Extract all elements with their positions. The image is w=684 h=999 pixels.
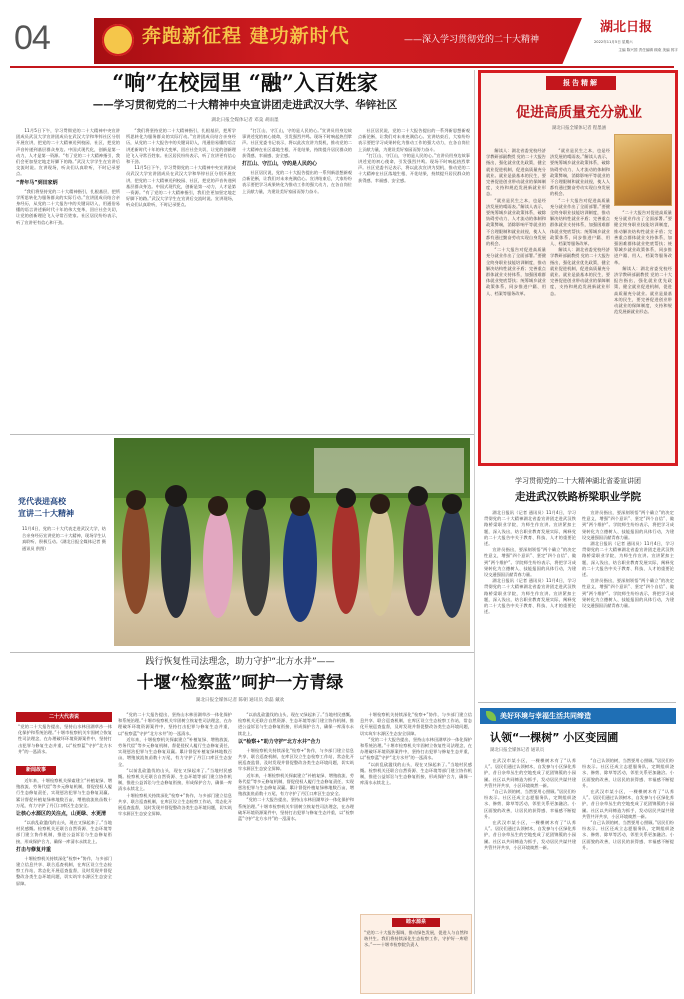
paper-name: 湖北日报 <box>600 20 653 35</box>
lead-col-1: 11月5日下午，学习贯彻党的二十大精神中央宣讲团成员武汉大学宣讲团成员在武汉大学和华锌社区分别开展宣讲，把党的二十大精神送到校园、社区，把党的声音传递到基层群众身边。中国式现代化，创新是第一动力，人才是第一资源。“有了党的二十大精神指引，我们会更加坚定地走好脚下的路。”武汉大学学生在宣讲后交流时说。宣讲现场，听众们认真聆听，不时记录要点。 “青年马”到田家炳 “我们将坚持党的二十大精神指引，扎根基层，把所学所思转化为服务群众的实际行动。”宣讲团成员结合亲身经历，从党的二十大报告中的关键词切入，用通俗易懂的语言讲述新时代十年的伟大变革，回应社会关切，让党的创新理论飞入寻常百姓家。社区居民纷纷表示，听了宣讲更有信心和干劲。 <box>16 128 120 225</box>
lead-title: “响”在校园里 “融”入百姓家 <box>112 70 378 95</box>
mid-col-4: 十堰检察机关持续深化“检察+”协作，与多部门建立信息共享、联合巡查机制，在库区设立生态检察工作站，常态化开展巡查监督，及时发现并督促整改各类生态环境问题，切实筑牢水源区生态安全屏障。 “党的二十大报告提出，坚持山水林田湖草沙一体化保护和系统治理。”十堰市检察机关牢固树立恢复性司法理念，在办理破坏环境资源案件中，坚持打击犯罪与修复生态并重，以“检察蓝”守护“北方水井”的一泓清水。 “以前乱砍滥伐的山头，现在又绿起来了。”当地村民感慨。检察机关还联合自然资源、生态环境等部门建立协作机制，推进公益诉讼与生态修复衔接，形成保护合力，确保一库清水永续北上。 <box>360 712 472 786</box>
banner-title: 奔跑新征程 建功新时代 <box>142 25 350 47</box>
photo-people-illustration <box>114 438 470 646</box>
mid-col-3: “以前乱砍滥伐的山头，现在又绿起来了。”当地村民感慨。检察机关还联合自然资源、生态环境等部门建立协作机制，推进公益诉讼与生态修复衔接，形成保护合力，确保一库清水永续北上。 以“检察+”助力守护“北方水井”合力 十堰检察机关持续深化“检察+”协作，与多部门建立信息共享、联合巡查机制，在库区设立生态检察工作站，常态化开展巡查监督，及时发现并督促整改各类生态环境问题，切实筑牢水源区生态安全屏障。 近年来，十堰检察机关探索建立“补植复绿、增殖放流、劳务代偿”等多元修复机制，督促侵权人履行生态修复责任，实现惩治犯罪与生态修复双赢。累计督促补植复绿林地数百亩，增殖放流鱼苗数十万尾，有力守护了丹江口库区生态安全。 “党的二十大报告提出，坚持山水林田湖草沙一体化保护和系统治理。”十堰市检察机关牢固树立恢复性司法理念，在办理破坏环境资源案件中，坚持打击犯罪与修复生态并重，以“检察蓝”守护“北方水井”的一泓清水。 <box>238 712 354 822</box>
lead-subhead-2: 打江山、守江山，守的是人民的心 <box>242 161 318 168</box>
right-bottom-title: 认领“一棵树” 小区变园圃 <box>490 731 619 744</box>
mid-rule <box>10 652 474 653</box>
photo-caption-title: 党代表进高校 宣讲二十大精神 <box>18 497 74 518</box>
lead-col-4: 社区居民说，党的二十大报告提出的一系列新思想新观点新论断，让我们对未来充满信心。宣讲结束后，大家纷纷表示要把学习成果转化为推动工作的强大动力，在各自岗位上贡献力量，为建设美好家园而努力奋斗。 “打江山、守江山，守的是人民的心。”宣讲员用身边故事讲述党的初心使命，引发强烈共鸣。现场不时响起热烈掌声。社区党委书记表示，将以此次宣讲为契机，推动党的二十大精神在社区落地生根、开花结果，持续提升居民群众的获得感、幸福感、安全感。 <box>358 128 470 183</box>
divider <box>474 70 475 994</box>
right-bottom-col-1: 在武汉市某小区，一棵棵树木有了“认养人”。居民们通过认领树木，自发参与小区绿化养护，昔日杂草丛生的空地变成了花团锦簇的小园圃。社区以共同缔造为抓手，发动居民共谋共建共管共评共享，小区环境焕然一新。 “自己认领的树，当然要用心照顾。”居民们纷纷表示。社区还成立志愿服务队，定期组织浇水、修剪、除草等活动，邻里关系更加融洽。小区面貌的改善，让居民的获得感、幸福感不断提升。 在武汉市某小区，一棵棵树木有了“认养人”。居民们通过认领树木，自发参与小区绿化养护，昔日杂草丛生的空地变成了花团锦簇的小园圃。社区以共同缔造为抓手，发动居民共谋共建共管共评共享，小区环境焕然一新。 <box>484 758 576 850</box>
mid-inset-title: 睦水源泉 <box>392 918 440 927</box>
right-mid-title: 走进武汉铁路桥梁职业学院 <box>515 491 641 503</box>
mid-subhead-3: 以“检察+”助力守护“北方水井”合力 <box>238 738 321 745</box>
lead-subhead-1: “青年马”到田家炳 <box>16 179 58 186</box>
right-bottom-bar-label: 美好环境与幸福生活共同缔造 <box>500 712 591 720</box>
date-line: 2022年11月5日 星期六 <box>594 40 633 44</box>
right-bottom-byline: 湖北日报全媒体记者 通讯员 <box>490 748 545 753</box>
side-box-image <box>614 134 672 206</box>
mid-byline: 湖北日报全媒体记者 陈朝 通讯员 余磊 戴欢 <box>195 698 285 703</box>
mid-col-2: “党的二十大报告提出，坚持山水林田湖草沙一体化保护和系统治理。”十堰市检察机关牢固树立恢复性司法理念，在办理破坏环境资源案件中，坚持打击犯罪与修复生态并重，以“检察蓝”守护“北方水井”的一泓清水。 近年来，十堰检察机关探索建立“补植复绿、增殖放流、劳务代偿”等多元修复机制，督促侵权人履行生态修复责任，实现惩治犯罪与生态修复双赢。累计督促补植复绿林地数百亩，增殖放流鱼苗数十万尾，有力守护了丹江口库区生态安全。 “以前乱砍滥伐的山头，现在又绿起来了。”当地村民感慨。检察机关还联合自然资源、生态环境等部门建立协作机制，推进公益诉讼与生态修复衔接，形成保护合力，确保一库清水永续北上。 十堰检察机关持续深化“检察+”协作，与多部门建立信息共享、联合巡查机制，在库区设立生态检察工作站，常态化开展巡查监督，及时发现并督促整改各类生态环境问题，切实筑牢水源区生态安全屏障。 <box>118 712 232 817</box>
mid-sidebar-news: 新闻故事 <box>16 766 56 775</box>
mid-subhead-1: 让核心水源区的关注点，山更绿、水更清 <box>16 811 107 818</box>
lead-byline: 湖北日报全媒体记者 邓燊 胡雨墨 <box>211 118 279 123</box>
header-rule <box>10 66 674 68</box>
party-emblem-icon <box>102 24 134 56</box>
mid-inset-text: “党的二十大报告强调，推动绿色发展，促进人与自然和谐共生。我们将持续深化生态检察工作，守护好一库碧水。”——十堰市检察院负责人 <box>364 930 468 948</box>
mid-subhead-2: 打击与修复并重 <box>16 846 52 853</box>
right-bottom-col-2: “自己认领的树，当然要用心照顾。”居民们纷纷表示。社区还成立志愿服务队，定期组织浇水、修剪、除草等活动，邻里关系更加融洽。小区面貌的改善，让居民的获得感、幸福感不断提升。 在武汉市某小区，一棵棵树木有了“认养人”。居民们通过认领树木，自发参与小区绿化养护，昔日杂草丛生的空地变成了花团锦簇的小园圃。社区以共同缔造为抓手，发动居民共谋共建共管共评共享，小区环境焕然一新。 “自己认领的树，当然要用心照顾。”居民们纷纷表示。社区还成立志愿服务队，定期组织浇水、修剪、除草等活动，邻里关系更加融洽。小区面貌的改善，让居民的获得感、幸福感不断提升。 <box>582 758 674 850</box>
editor-line: 主编 陈兴国 责任编辑 顾欢 美编 郭宇 <box>618 48 678 52</box>
right-mid-kicker: 学习贯彻党的二十大精神湖北省委宣讲团 <box>515 477 641 485</box>
mid-col-1: 近年来，十堰检察机关探索建立“补植复绿、增殖放流、劳务代偿”等多元修复机制，督促侵权人履行生态修复责任，实现惩治犯罪与生态修复双赢。累计督促补植复绿林地数百亩，增殖放流鱼苗数十万尾，有力守护了丹江口库区生态安全。 让核心水源区的关注点，山更绿、水更清 “以前乱砍滥伐的山头，现在又绿起来了。”当地村民感慨。检察机关还联合自然资源、生态环境等部门建立协作机制，推进公益诉讼与生态修复衔接，形成保护合力，确保一库清水永续北上。 打击与修复并重 十堰检察机关持续深化“检察+”协作，与多部门建立信息共享、联合巡查机制，在库区设立生态检察工作站，常态化开展巡查监督，及时发现并督促整改各类生态环境问题，切实筑牢水源区生态安全屏障。 <box>16 778 112 886</box>
side-box-col-2: “就业是民生之本，也是经济发展的晴雨表。”解读人表示，要统筹城乡就业政策体系，破除妨碍劳动力、人才流动的体制和政策弊端，消除影响平等就业的不合理限制和就业歧视，使人人都有通过勤奋劳动实现自身发展的机会。 “二十大报告对促进高质量充分就业作出了全面部署。”要健全终身职业技能培训制度，推动解决结构性就业矛盾；完善重点群体就业支持体系，加强困难群体就业兜底帮扶；统筹城乡就业政策体系，同步推进户籍、用人、档案等服务改革。 解读人：湖北省委党校经济学教研部副教授 党的二十大报告指出，强化就业优先政策，健全就业促进机制，促进高质量充分就业。就业是最基本的民生，要完善促进创业带动就业的保障制度，支持和规范发展新就业形态。 <box>550 148 610 296</box>
mid-kicker: 践行恢复性司法理念，助力守护“北方水井”—— <box>145 657 335 667</box>
divider <box>478 702 676 703</box>
lead-col-3: “打江山、守江山，守的是人民的心。”宣讲员用身边故事讲述党的初心使命，引发强烈共鸣。现场不时响起热烈掌声。社区党委书记表示，将以此次宣讲为契机，推动党的二十大精神在社区落地生根、开花结果，持续提升居民群众的获得感、幸福感、安全感。 打江山、守江山，守的是人民的心 社区居民说，党的二十大报告提出的一系列新思想新观点新论断，让我们对未来充满信心。宣讲结束后，大家纷纷表示要把学习成果转化为推动工作的强大动力，在各自岗位上贡献力量，为建设美好家园而努力奋斗。 <box>242 128 352 194</box>
side-box-title: 促进高质量充分就业 <box>516 105 642 121</box>
mid-title: 十堰“检察蓝”呵护一方青绿 <box>136 673 344 693</box>
side-box-label: 报告精解 <box>546 76 616 90</box>
side-box-col-1: 解读人：湖北省委党校经济学教研部副教授 党的二十大报告指出，强化就业优先政策，健全就业促进机制，促进高质量充分就业。就业是最基本的民生，要完善促进创业带动就业的保障制度，支持和规范发展新就业形态。 “就业是民生之本，也是经济发展的晴雨表。”解读人表示，要统筹城乡就业政策体系，破除妨碍劳动力、人才流动的体制和政策弊端，消除影响平等就业的不合理限制和就业歧视，使人人都有通过勤奋劳动实现自身发展的机会。 “二十大报告对促进高质量充分就业作出了全面部署。”要健全终身职业技能培训制度，推动解决结构性就业矛盾；完善重点群体就业支持体系，加强困难群体就业兜底帮扶；统筹城乡就业政策体系，同步推进户籍、用人、档案等服务改革。 <box>486 148 546 296</box>
lead-col-2: “我们将坚持党的二十大精神指引，扎根基层，把所学所思转化为服务群众的实际行动。”宣讲团成员结合亲身经历，从党的二十大报告中的关键词切入，用通俗易懂的语言讲述新时代十年的伟大变革，回应社会关切，让党的创新理论飞入寻常百姓家。社区居民纷纷表示，听了宣讲更有信心和干劲。 11月5日下午，学习贯彻党的二十大精神中央宣讲团成员武汉大学宣讲团成员在武汉大学和华锌社区分别开展宣讲，把党的二十大精神送到校园、社区，把党的声音传递到基层群众身边。中国式现代化，创新是第一动力，人才是第一资源。“有了党的二十大精神指引，我们会更加坚定地走好脚下的路。”武汉大学学生在宣讲后交流时说。宣讲现场，听众们认真聆听，不时记录要点。 <box>126 128 236 208</box>
divider <box>10 434 474 435</box>
lead-subtitle: ——学习贯彻党的二十大精神中央宣讲团走进武汉大学、华锌社区 <box>92 99 398 111</box>
side-box-byline: 湖北日报全媒体记者 程墨涵 <box>551 126 607 131</box>
right-mid-col-2: 宣讲员指出，要深刻领悟“两个确立”的决定性意义，增强“四个意识”、坚定“四个自信”、做到“两个维护”。学院师生纷纷表示，将把学习成果转化为立德树人、技能报国的具体行动，为建设交通强国贡献青春力量。 湖北日报讯（记者 通讯员）11月4日，学习贯彻党的二十大精神湖北省委宣讲团走进武汉铁路桥梁职业学院，为师生作宣讲。宣讲紧扣主题，深入浅出，结合职业教育发展实际，阐释党的二十大报告中关于教育、科技、人才的重要论述。 宣讲员指出，要深刻领悟“两个确立”的决定性意义，增强“四个意识”、坚定“四个自信”、做到“两个维护”。学院师生纷纷表示，将把学习成果转化为立德树人、技能报国的具体行动，为建设交通强国贡献青春力量。 <box>582 510 674 609</box>
side-box-col-3: “二十大报告对促进高质量充分就业作出了全面部署。”要健全终身职业技能培训制度，推动解决结构性就业矛盾；完善重点群体就业支持体系，加强困难群体就业兜底帮扶；统筹城乡就业政策体系，同步推进户籍、用人、档案等服务改革。 解读人：湖北省委党校经济学教研部副教授 党的二十大报告指出，强化就业优先政策，健全就业促进机制，促进高质量充分就业。就业是最基本的民生，要完善促进创业带动就业的保障制度，支持和规范发展新就业形态。 <box>614 210 672 315</box>
right-mid-col-1: 湖北日报讯（记者 通讯员）11月4日，学习贯彻党的二十大精神湖北省委宣讲团走进武汉铁路桥梁职业学院，为师生作宣讲。宣讲紧扣主题，深入浅出，结合职业教育发展实际，阐释党的二十大报告中关于教育、科技、人才的重要论述。 宣讲员指出，要深刻领悟“两个确立”的决定性意义，增强“四个意识”、坚定“四个自信”、做到“两个维护”。学院师生纷纷表示，将把学习成果转化为立德树人、技能报国的具体行动，为建设交通强国贡献青春力量。 湖北日报讯（记者 通讯员）11月4日，学习贯彻党的二十大精神湖北省委宣讲团走进武汉铁路桥梁职业学院，为师生作宣讲。宣讲紧扣主题，深入浅出，结合职业教育发展实际，阐释党的二十大报告中关于教育、科技、人才的重要论述。 <box>484 510 576 615</box>
mid-sidebar-title: 二十大代表说 <box>16 712 112 722</box>
photo-caption-body: 11月4日，党的二十大代表走进武汉大学，结合亲身经历宣讲党的二十大精神，现场学生认真聆听、积极互动。（湖北日报全媒体记者 摄 通讯员 供图） <box>22 526 106 551</box>
banner-subtitle: ——深入学习贯彻党的二十大精神 <box>404 35 540 45</box>
news-photo <box>114 438 470 646</box>
mid-sidebar-quote: “党的二十大报告提出，坚持山水林田湖草沙一体化保护和系统治理。”十堰市检察机关牢固树立恢复性司法理念，在办理破坏环境资源案件中，坚持打击犯罪与修复生态并重，以“检察蓝”守护“北方水井”的一泓清水。 <box>18 724 112 754</box>
page-number: 04 <box>14 19 50 57</box>
